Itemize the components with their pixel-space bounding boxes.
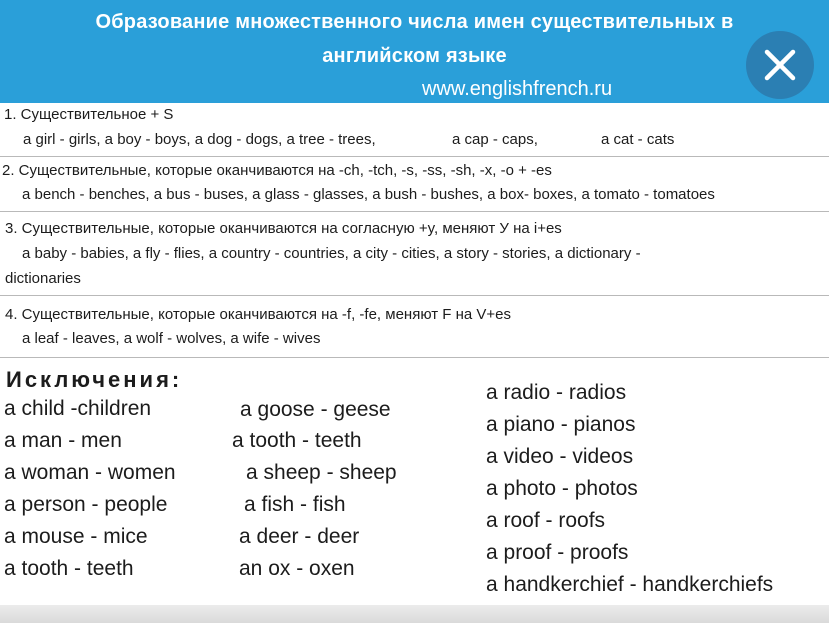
- close-button[interactable]: [746, 31, 814, 99]
- rule-2-examples: a bench - benches, a bus - buses, a glass - glasses, a bush - bushes, a box- boxes, a tomato - tomatoes: [22, 186, 715, 203]
- exception-item: a mouse - mice: [4, 525, 148, 548]
- page-title-line2: английском языке: [322, 45, 507, 67]
- close-icon: [763, 48, 797, 82]
- rule-4-examples: a leaf - leaves, a wolf - wolves, a wife - wives: [22, 330, 321, 347]
- exceptions-heading: Исключения:: [6, 367, 183, 392]
- exception-item: a video - videos: [486, 445, 634, 468]
- site-url: www.englishfrench.ru: [422, 78, 613, 100]
- rule-1-examples-b: a cap - caps,: [452, 131, 538, 148]
- rule-1-examples-c: a cat - cats: [601, 131, 675, 148]
- exception-item: a piano - pianos: [486, 413, 636, 436]
- exception-item: a person - people: [4, 493, 168, 516]
- exception-item: a goose - geese: [240, 398, 391, 421]
- exception-item: a fish - fish: [244, 493, 346, 516]
- exception-item: a tooth - teeth: [4, 557, 134, 580]
- exception-item: an ox - oxen: [239, 557, 355, 580]
- exception-item: a sheep - sheep: [246, 461, 397, 484]
- exception-item: a deer - deer: [239, 525, 360, 548]
- exception-item: a woman - women: [4, 461, 176, 484]
- rule-3-examples-line2: dictionaries: [5, 270, 81, 287]
- rule-2-title: 2. Существительные, которые оканчиваются на -ch, -tch, -s, -ss, -sh, -x, -o + -es: [2, 162, 552, 179]
- header-banner: [0, 0, 829, 103]
- divider: [0, 357, 829, 358]
- divider: [0, 295, 829, 296]
- exception-item: a handkerchief - handkerchiefs: [486, 573, 774, 596]
- rule-1-examples-a: a girl - girls, a boy - boys, a dog - dogs, a tree - trees,: [23, 131, 376, 148]
- exception-item: a man - men: [4, 429, 122, 452]
- exception-item: a tooth - teeth: [232, 429, 362, 452]
- bottom-edge: [0, 605, 829, 623]
- exception-item: a child -children: [4, 397, 152, 420]
- page-title-line1: Образование множественного числа имен существительных в: [95, 11, 734, 33]
- exception-item: a proof - proofs: [486, 541, 629, 564]
- divider: [0, 156, 829, 157]
- rule-3-title: 3. Существительные, которые оканчиваются на согласную +y, меняют У на i+es: [5, 220, 562, 237]
- exception-item: a photo - photos: [486, 477, 638, 500]
- exception-item: a roof - roofs: [486, 509, 606, 532]
- exception-item: a radio - radios: [486, 381, 627, 404]
- rule-1-title: 1. Существительное + S: [4, 106, 174, 123]
- rule-3-examples-line1: a baby - babies, a fly - flies, a country - countries, a city - cities, a story - stories, a dictionary -: [22, 245, 641, 262]
- divider: [0, 211, 829, 212]
- rule-4-title: 4. Существительные, которые оканчиваются на -f, -fe, меняют F на V+es: [5, 306, 512, 323]
